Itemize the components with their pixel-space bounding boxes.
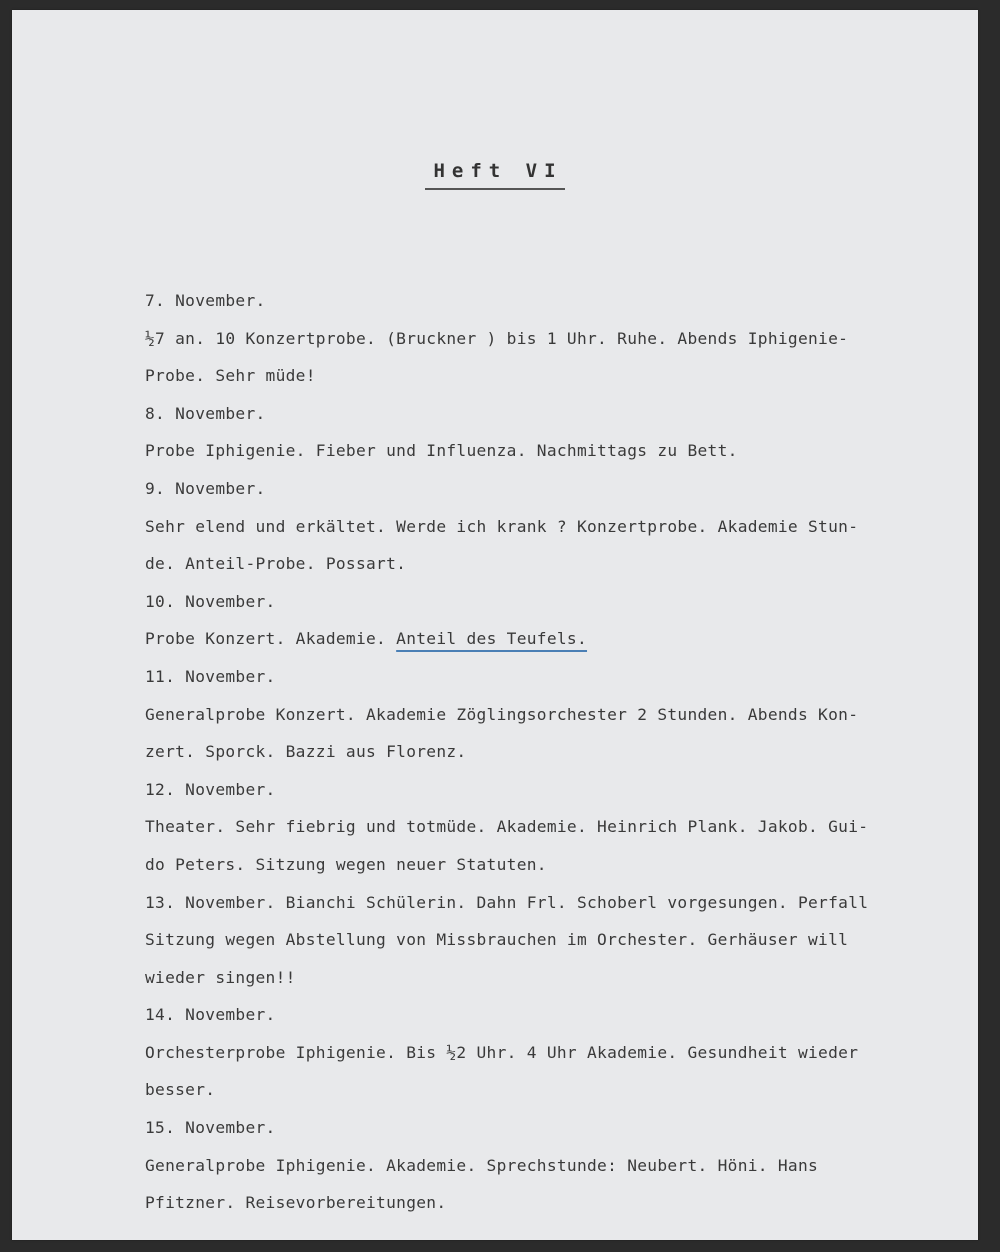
document-page [12,10,978,1240]
text-line: 7. November. [145,291,266,310]
text-line: Probe. Sehr müde! [145,366,316,386]
page-title: Heft VI [425,160,564,190]
text-line: Generalprobe Konzert. Akademie Zöglingsorchester 2 Stunden. Abends Kon- [145,704,859,724]
text-line: 11. November. [145,666,276,686]
text-line: 13. November. Bianchi Schülerin. Dahn Frl. Schoberl vorgesungen. Perfall [145,892,869,912]
text-line: Pfitzner. Reisevorbereitungen. [145,1193,447,1213]
text-line-with-underline [145,620,975,658]
text-line: ½7 an. 10 Konzertprobe. (Bruckner ) bis 1 Uhr. Ruhe. Abends Iphigenie- [145,328,849,348]
text-line: do Peters. Sitzung wegen neuer Statuten. [145,854,547,874]
text-line: zert. Sporck. Bazzi aus Florenz. [145,742,467,762]
text-line: 9. November. [145,478,266,498]
text-line: besser. [145,1080,216,1100]
text-line: de. Anteil-Probe. Possart. [145,554,407,574]
diary-text [145,282,975,1222]
text-line: Sitzung wegen Abstellung von Missbrauchen im Orchester. Gerhäuser will [145,930,849,950]
text-line-start: Probe Konzert. Akademie. [145,629,397,649]
text-line: Theater. Sehr fiebrig und totmüde. Akademie. Heinrich Plank. Jakob. Gui- [145,817,869,837]
underlined-phrase: Anteil des Teufels. [396,629,588,649]
text-line: 12. November. [145,779,276,799]
text-line: 8. November. [145,403,266,423]
text-line: Generalprobe Iphigenie. Akademie. Sprechstunde: Neubert. Höni. Hans [145,1155,819,1175]
text-line: wieder singen!! [145,967,296,987]
title-container [12,160,978,190]
text-line: Probe Iphigenie. Fieber und Influenza. Nachmittags zu Bett. [145,441,738,461]
text-line: Sehr elend und erkältet. Werde ich krank ? Konzertprobe. Akademie Stun- [145,516,859,536]
text-line: Orchesterprobe Iphigenie. Bis ½2 Uhr. 4 Uhr Akademie. Gesundheit wieder [145,1042,859,1062]
text-line: 15. November. [145,1118,276,1138]
text-line: 10. November. [145,591,276,611]
text-line: 14. November. [145,1005,276,1025]
